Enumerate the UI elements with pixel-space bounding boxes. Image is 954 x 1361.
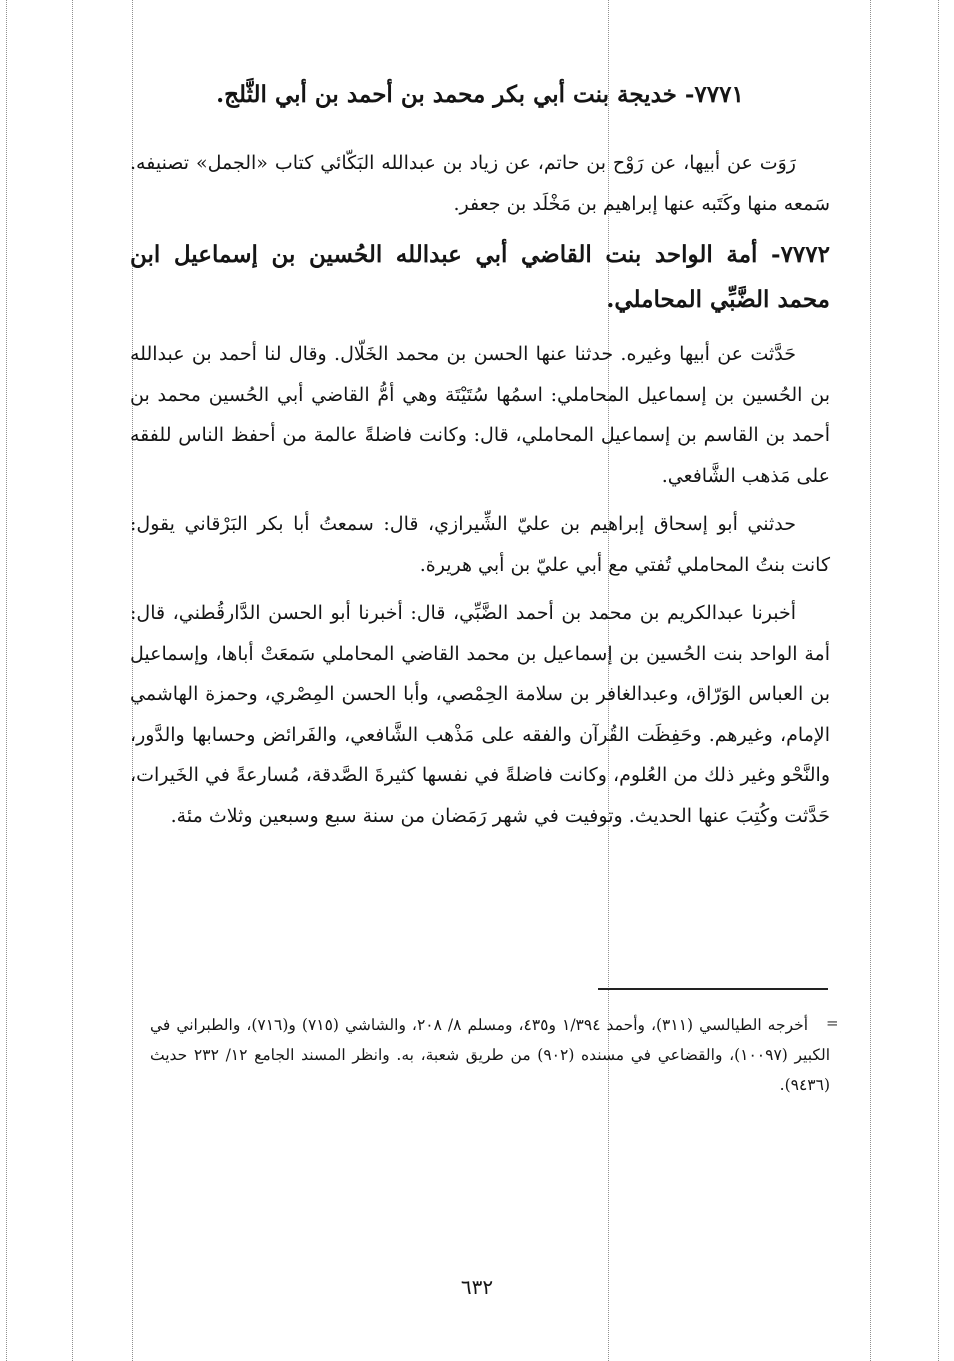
footnote-separator [598, 988, 828, 990]
entry-title: ٧٧٧١- خديجة بنت أبي بكر محمد بن أحمد بن أبي الثَّلج. [216, 81, 744, 108]
entry-paragraph: رَوَت عن أبيها، عن رَوْح بن حاتم، عن زياد بن عبدالله البَكّائي كتاب «الجمل» تصنيفه. سَمعه منها وكَتَبه عنها إبراهيم بن مَخْلَد بن جعفر. [130, 152, 830, 215]
dotted-guide-line [938, 0, 939, 1361]
page-body [130, 72, 830, 844]
footnote-continuation-mark: = [826, 1014, 839, 1032]
entry-title: ٧٧٧٢- أمة الواحد بنت القاضي أبي عبدالله الحُسين بن إسماعيل ابن محمد الضَّبِّي المحاملي. [130, 241, 830, 313]
dotted-guide-line [870, 0, 871, 1361]
entry-paragraph: حَدَّثت عن أبيها وغيره. حدثنا عنها الحسن بن محمد الخَلّال. وقال لنا أحمد بن عبدالله بن الحُسين بن إسماعيل المحاملي: اسمُها سُتَيْتَة وهي أمُّ القاضي أبي الحُسين محمد بن أحمد بن القاسم بن إسماعيل المحاملي، قال: وكانت فاضلةً عالمة من أحفظ الناس للفقه على مَذهب الشَّافعي. [130, 343, 830, 487]
footnote-text: أخرجه الطيالسي (٣١١)، وأحمد ١/٣٩٤ و٤٣٥، ومسلم ٨/ ٢٠٨، والشاشي (٧١٥) و(٧١٦)، والطبراني في الكبير (١٠٠٩٧)، والقضاعي في مسنده (٩٠٢) من طريق شعبة، به. وانظر المسند الجامع ١٢/ ٢٣٢ حديث (٩٤٣٦). [150, 1016, 830, 1094]
entry-paragraph: حدثني أبو إسحاق إبراهيم بن عليّ الشِّيرازي، قال: سمعتُ أبا بكر البَرْقاني يقول: كانت بنتُ المحاملي تُفتي مع أبي عليّ بن أبي هريرة. [130, 513, 830, 576]
entry-paragraph: أخبرنا عبدالكريم بن محمد بن أحمد الضَّبِّي، قال: أخبرنا أبو الحسن الدَّارقُطني، قال: أمة الواحد بنت الحُسين بن إسماعيل بن محمد القاضي المحاملي سَمعَتْ أباها، وإسماعيل بن العباس الوَرّاق، وعبدالغافر بن سلامة الحِمْصي، وأبا الحسن المِصْري، وحمزة الهاشمي الإمام، وغيرهم. وحَفِظَت القُرآن والفقه على مَذْهب الشَّافعي، والفَرائض وحسابها والدَّور، والنَّحْو وغير ذلك من العُلوم، وكانت فاضلةً في نفسها كثيرةَ الصَّدقة، مُسارعةً في الخَيرات، حَدَّثت وكُتِبَ عنها الحديث. وتوفيت في شهر رَمَضان من سنة سبع وسبعين وثلاث مئة. [130, 602, 830, 827]
dotted-guide-line [6, 0, 7, 1361]
page-number: ٦٣٢ [460, 1275, 494, 1299]
dotted-guide-line [72, 0, 73, 1361]
